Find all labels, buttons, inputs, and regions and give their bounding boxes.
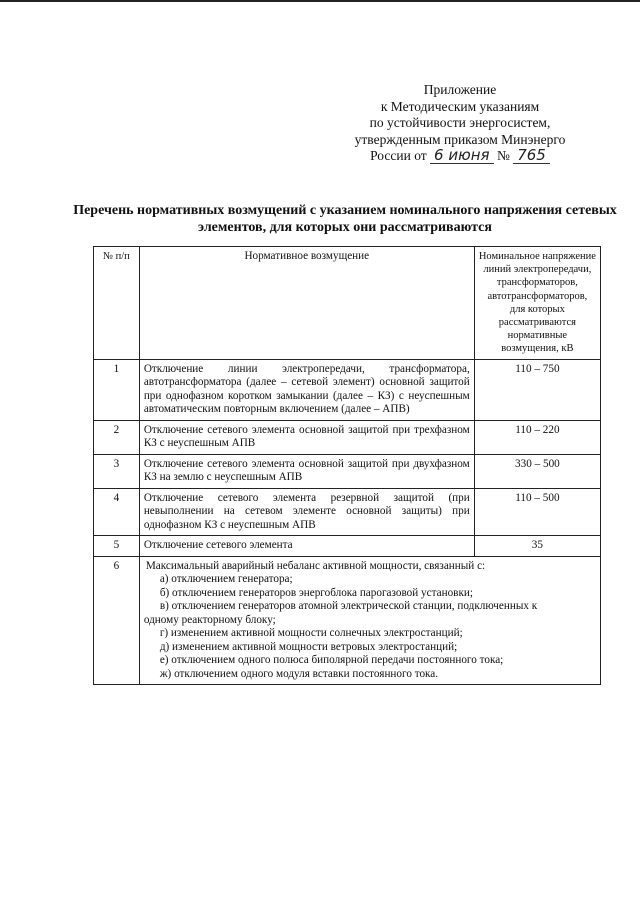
row-desc: Отключение сетевого элемента резервной защитой (при невыполнении на сетевом элементе основной защиты) при однофазном КЗ с неуспешным АПВ [139,488,474,536]
table-row [94,536,601,557]
row-desc: Отключение линии электропередачи, трансформатора, автотрансформатора (далее – сетевой элемент) основной защитой при однофазном коротком замыкании (далее – КЗ) с неуспешным автоматическим повторным включением (далее – АПВ) [139,359,474,420]
row-num: 5 [94,536,140,557]
row6-item: г) изменением активной мощности солнечных электростанций; [159,627,463,640]
row-volt: 110 – 220 [474,420,600,454]
row6-item: а) отключением генератора; [159,573,293,586]
row-num: 4 [94,488,140,536]
table-row [94,556,601,685]
number-sign: № [496,148,510,163]
header-line: утвержденным приказом Минэнерго [354,131,566,147]
header-date-line [330,148,590,165]
row6-item: д) изменением активной мощности ветровых электростанций; [159,640,458,653]
row6-item: одному реакторному блоку; [143,613,276,626]
row-num: 3 [94,454,140,488]
row-num: 6 [94,556,140,685]
disturbance-table [93,246,601,685]
table-row [94,454,601,488]
header-line: к Методическим указаниям [380,98,540,114]
row-desc: Отключение сетевого элемента основной защитой при трехфазном КЗ с неуспешным АПВ [139,420,474,454]
header-num: № п/п [94,247,140,360]
handwritten-date: 6 июня [430,148,494,164]
row-desc: Отключение сетевого элемента основной защитой при двухфазном КЗ на землю с неуспешным АПВ [139,454,474,488]
row6-item: в) отключением генераторов атомной электрической станции, подключенных к [159,600,538,613]
header-line: по устойчивости энергосистем, [369,115,551,130]
row-volt: 110 – 750 [474,359,600,420]
document-title: Перечень нормативных возмущений с указанием номинального напряжения сетевых элементов, для которых они рассматриваются [73,203,617,235]
table-row [94,420,601,454]
handwritten-number: 765 [513,148,550,164]
row6-item: е) отключением одного полюса биполярной передачи постоянного тока; [159,654,504,667]
header-line: Приложение [423,82,497,97]
row-num: 2 [94,420,140,454]
row-volt: 110 – 500 [474,488,600,536]
date-prefix: России от [370,148,427,163]
header-volt: Номинальное напряжение линий электропередачи, трансформаторов, автотрансформаторов, для которых рассматриваются нормативные возмущения, кВ [474,247,600,360]
row-volt: 330 – 500 [474,454,600,488]
scan-edge [0,0,640,2]
appendix-header [330,82,590,165]
header-desc: Нормативное возмущение [139,247,474,360]
row-desc: Отключение сетевого элемента [139,536,474,557]
table-row [94,488,601,536]
row-desc-merged [139,556,600,685]
row6-item: б) отключением генераторов энергоблока парогазовой установки; [159,586,473,599]
row6-lead: Максимальный аварийный небаланс активной мощности, связанный с: [145,559,486,572]
row-volt: 35 [474,536,600,557]
table-row [94,359,601,420]
table-header-row [94,247,601,360]
row-num: 1 [94,359,140,420]
row6-item: ж) отключением одного модуля вставки постоянного тока. [159,667,439,680]
